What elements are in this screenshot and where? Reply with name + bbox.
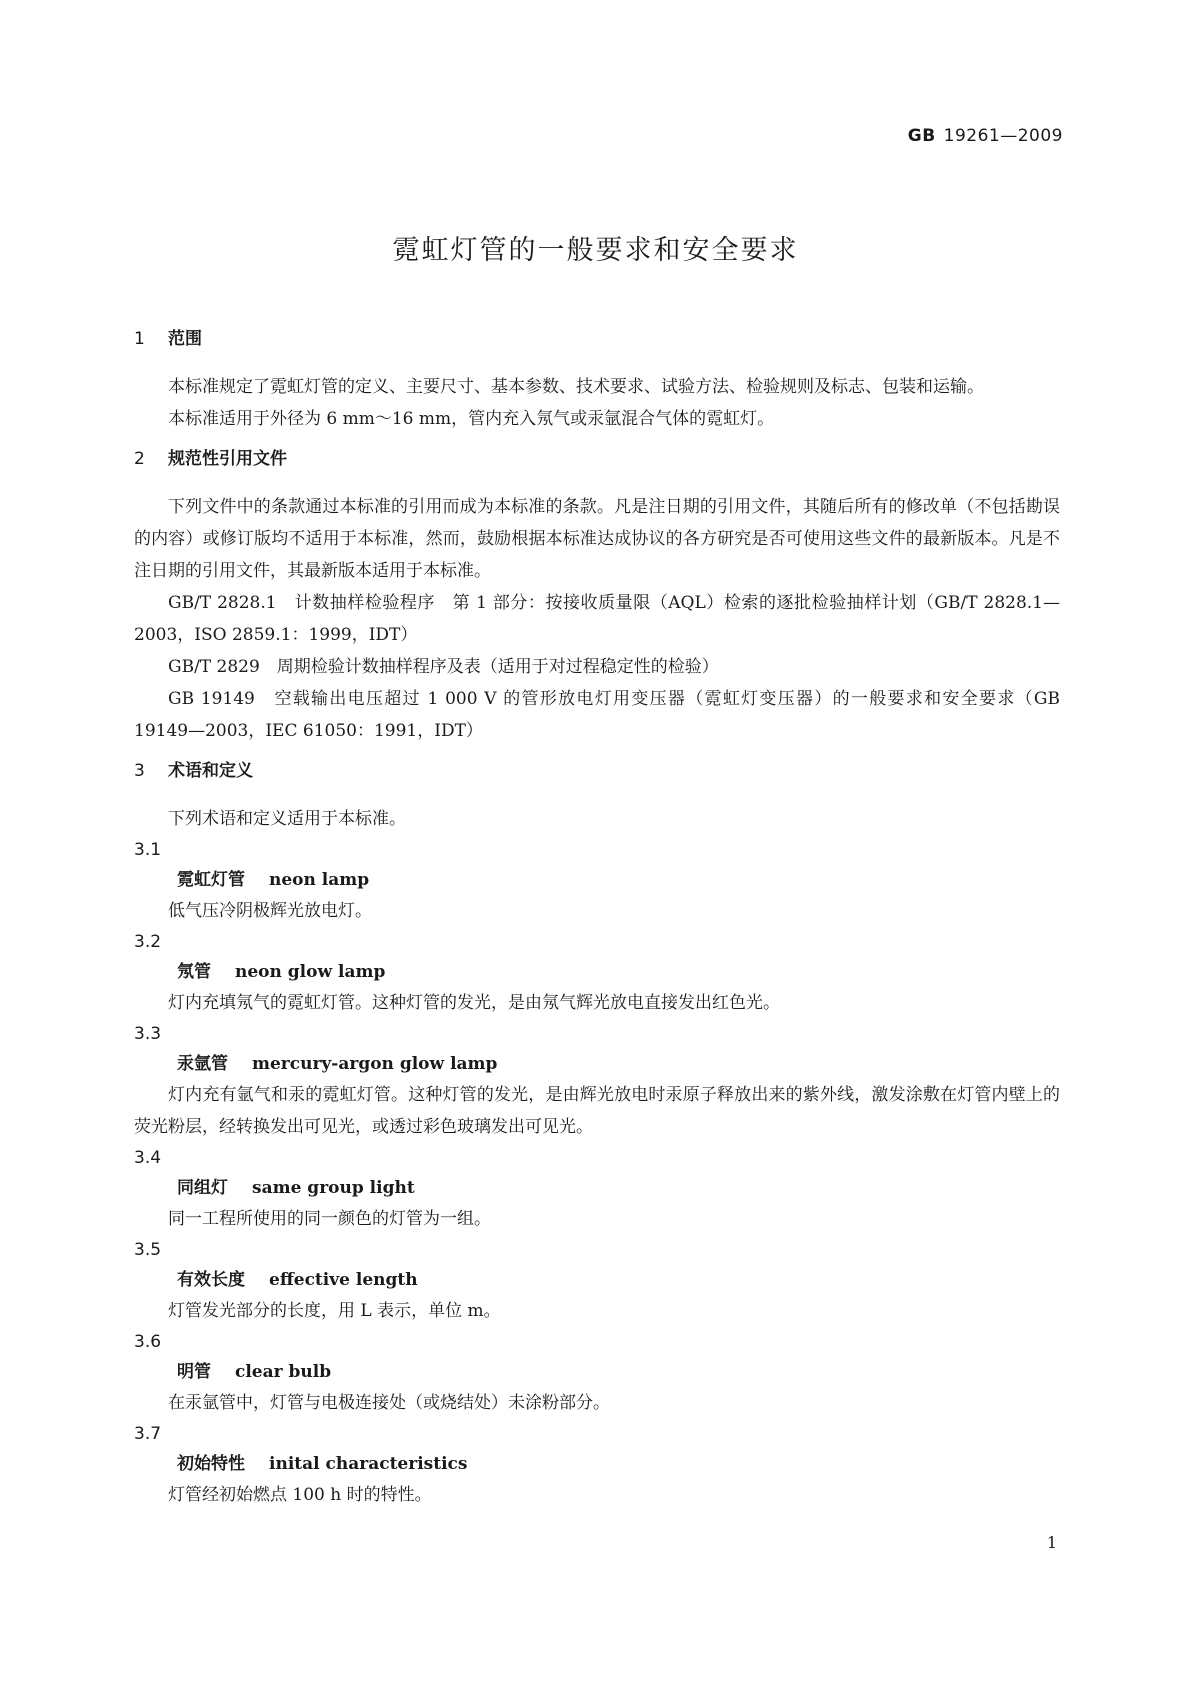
- section-number: 1: [134, 329, 145, 349]
- term-cn: 初始特性: [177, 1454, 245, 1474]
- term-cn: 有效长度: [177, 1270, 245, 1290]
- term-cn: 霓虹灯管: [177, 870, 245, 890]
- page-number: 1: [1046, 1533, 1057, 1552]
- term-number: 3.5: [134, 1240, 162, 1260]
- standard-prefix: GB: [907, 126, 936, 146]
- reference-entry: GB 19149 空载输出电压超过 1 000 V 的管形放电灯用变压器（霓虹灯变压器）的一般要求和安全要求（GB 19149—2003，IEC 61050：1991，IDT）: [134, 689, 1060, 741]
- term-en: neon lamp: [269, 870, 370, 890]
- term-en: clear bulb: [235, 1362, 332, 1382]
- term-en: inital characteristics: [269, 1454, 468, 1474]
- standard-code: 19261—2009: [943, 126, 1063, 146]
- term-number: 3.1: [134, 840, 162, 860]
- reference-entry: GB/T 2829 周期检验计数抽样程序及表（适用于对过程稳定性的检验）: [168, 657, 719, 677]
- section-2-heading: [134, 445, 1060, 473]
- section-1-heading: [134, 325, 1060, 353]
- term-en: effective length: [269, 1270, 418, 1290]
- term-en: same group light: [252, 1178, 415, 1198]
- term-definition: 灯管经初始燃点 100 h 时的特性。: [168, 1485, 432, 1505]
- term-number: 3.4: [134, 1148, 162, 1168]
- section-number: 3: [134, 761, 145, 781]
- term-heading: [177, 1265, 1060, 1295]
- section-title: 范围: [168, 329, 202, 349]
- term-definition: 低气压冷阴极辉光放电灯。: [168, 901, 372, 921]
- term-definition: 在汞氩管中，灯管与电极连接处（或烧结处）未涂粉部分。: [168, 1393, 610, 1413]
- section-number: 2: [134, 449, 145, 469]
- section-title: 规范性引用文件: [168, 449, 287, 469]
- term-definition: 灯内充有氩气和汞的霓虹灯管。这种灯管的发光，是由辉光放电时汞原子释放出来的紫外线，激发涂敷在灯管内壁上的荧光粉层，经转换发出可见光，或透过彩色玻璃发出可见光。: [134, 1085, 1060, 1137]
- term-heading: [177, 1449, 1060, 1479]
- term-cn: 明管: [177, 1362, 211, 1382]
- paragraph: 下列术语和定义适用于本标准。: [168, 809, 406, 829]
- term-heading: [177, 957, 1060, 987]
- term-definition: 同一工程所使用的同一颜色的灯管为一组。: [168, 1209, 491, 1229]
- paragraph: 本标准适用于外径为 6 mm～16 mm，管内充入氖气或汞氩混合气体的霓虹灯。: [168, 409, 775, 429]
- section-title: 术语和定义: [168, 761, 253, 781]
- term-cn: 氖管: [177, 962, 211, 982]
- term-number: 3.2: [134, 932, 162, 952]
- paragraph: 本标准规定了霓虹灯管的定义、主要尺寸、基本参数、技术要求、试验方法、检验规则及标志、包装和运输。: [168, 377, 984, 397]
- term-heading: [177, 1049, 1060, 1079]
- term-cn: 同组灯: [177, 1178, 228, 1198]
- section-3-heading: [134, 757, 1060, 785]
- document-title: 霓虹灯管的一般要求和安全要求: [392, 235, 799, 266]
- standard-number: [908, 126, 1063, 146]
- paragraph: 下列文件中的条款通过本标准的引用而成为本标准的条款。凡是注日期的引用文件，其随后所有的修改单（不包括勘误的内容）或修订版均不适用于本标准，然而，鼓励根据本标准达成协议的各方研究是否可使用这些文件的最新版本。凡是不注日期的引用文件，其最新版本适用于本标准。: [134, 497, 1060, 581]
- term-number: 3.6: [134, 1332, 162, 1352]
- term-en: mercury-argon glow lamp: [252, 1054, 498, 1074]
- term-heading: [177, 1357, 1060, 1387]
- term-heading: [177, 865, 1060, 895]
- term-number: 3.3: [134, 1024, 162, 1044]
- document-body: [134, 325, 1060, 1511]
- term-en: neon glow lamp: [235, 962, 386, 982]
- term-definition: 灯内充填氖气的霓虹灯管。这种灯管的发光，是由氖气辉光放电直接发出红色光。: [168, 993, 780, 1013]
- term-definition: 灯管发光部分的长度，用 L 表示，单位 m。: [168, 1301, 501, 1321]
- reference-entry: GB/T 2828.1 计数抽样检验程序 第 1 部分：按接收质量限（AQL）检索的逐批检验抽样计划（GB/T 2828.1—2003，ISO 2859.1：1999，IDT）: [134, 593, 1060, 645]
- term-number: 3.7: [134, 1424, 162, 1444]
- term-cn: 汞氩管: [177, 1054, 228, 1074]
- term-heading: [177, 1173, 1060, 1203]
